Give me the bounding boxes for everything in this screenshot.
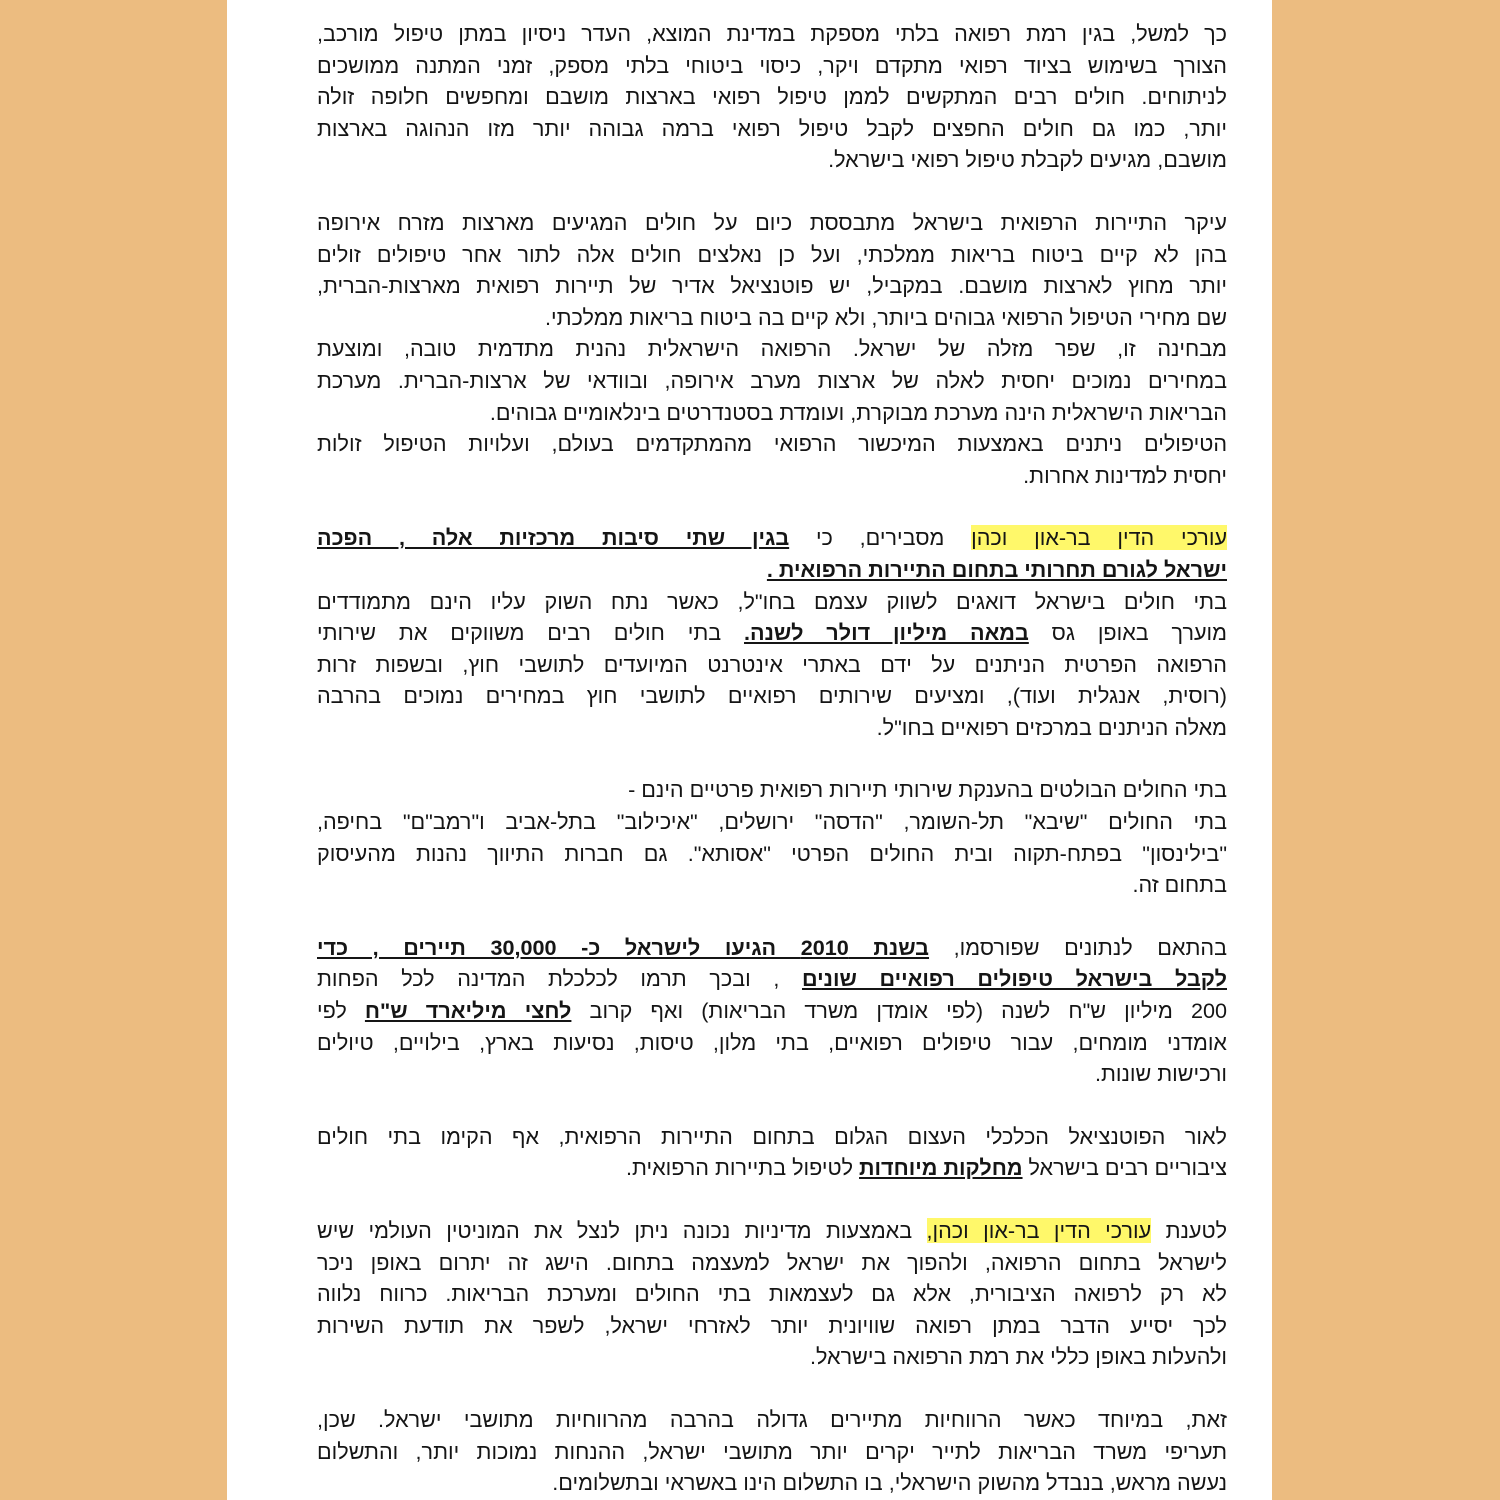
text-span: זאת, במיוחד כאשר הרווחיות מתיירים גדולה בהרבה מהרווחיות מתושבי ישראל. שכן,: [317, 1406, 1227, 1432]
text-line: [317, 963, 1227, 995]
text-span: מבחינה זו, שפר מזלה של ישראל. הרפואה הישראלית נהנית מתדמית טובה, ומוצעת: [317, 336, 1227, 362]
text-line: [317, 144, 1227, 176]
text-span: מסבירים, כי: [789, 525, 972, 551]
text-span: לטיפול בתיירות הרפואית.: [625, 1155, 860, 1181]
text-line: [317, 113, 1227, 145]
text-span: יותר מחוץ לארצות מושבם. במקביל, יש פוטנציאל אדיר של תיירות רפואית מארצות-הברית,: [317, 273, 1227, 299]
text-span: עיקר התיירות הרפואית בישראל מתבססת כיום על חולים המגיעים מארצות מזרח אירופה: [317, 209, 1227, 235]
text-span: לאור הפוטנציאל הכלכלי העצום הגלום בתחום התיירות הרפואית, אף הקימו בתי חולים: [317, 1123, 1227, 1149]
text-span: בתחום זה.: [1132, 872, 1227, 898]
text-span: בהן לא קיים ביטוח בריאות ממלכתי, ועל כן נאלצים חולים אלה לתור אחר טיפולים זולים: [317, 241, 1227, 267]
text-span: באמצעות מדיניות נכונה ניתן לנצל את המוניטין העולמי שיש: [317, 1218, 927, 1243]
text-span: לא רק לרפואה הציבורית, אלא גם לעצמאות בתי החולים ומערכת הבריאות. כרווח נלווה: [317, 1281, 1227, 1307]
text-line: [317, 1436, 1227, 1468]
text-span: מאלה הניתנים במרכזים רפואיים בחו"ל.: [876, 714, 1227, 740]
paragraph-1: [317, 18, 1227, 176]
paragraph-3: [317, 522, 1227, 743]
paragraph-gap: [317, 1090, 1227, 1121]
text-line: [317, 806, 1227, 838]
text-line: [317, 838, 1227, 870]
text-line: [317, 333, 1227, 365]
text-line: [317, 774, 1227, 806]
text-line: [317, 522, 1227, 554]
text-line: [317, 239, 1227, 271]
text-span: לפי: [317, 998, 365, 1024]
text-line: [317, 397, 1227, 429]
paragraph-7: [317, 1215, 1227, 1373]
paragraph-gap: [317, 1184, 1227, 1215]
paragraph-4: [317, 774, 1227, 900]
text-line: [317, 712, 1227, 744]
text-line: [317, 995, 1227, 1027]
paragraph-6: [317, 1121, 1227, 1184]
text-span: מושבם, מגיעים לקבלת טיפול רפואי בישראל.: [828, 147, 1227, 173]
text-span: נעשה מראש, בנבדל מהשוק הישראלי, בו התשלום הינו באשראי ובתשלומים.: [552, 1470, 1227, 1496]
text-line: [317, 365, 1227, 397]
bold-underlined-text: מחלקות מיוחדות: [859, 1155, 1023, 1181]
text-span: בהתאם לנתונים שפורסמו,: [929, 934, 1227, 960]
text-span: ציבוריים רבים בישראל: [1022, 1155, 1227, 1181]
text-span: שם מחירי הטיפול הרפואי גבוהים ביותר, ולא קיים בה ביטוח בריאות ממלכתי.: [545, 304, 1227, 330]
text-line: [317, 1278, 1227, 1310]
document-page: [227, 0, 1272, 1500]
text-line: [317, 460, 1227, 492]
paragraph-2: [317, 207, 1227, 491]
text-span: יחסית למדינות אחרות.: [1023, 462, 1227, 488]
text-line: [317, 1467, 1227, 1499]
text-span: יותר, כמו גם חולים החפצים לקבל טיפול רפואי ברמה גבוהה יותר מזו הנהוגה בארצות: [317, 115, 1227, 141]
text-span: במחירים נמוכים יחסית לאלה של ארצות מערב אירופה, ובוודאי של ארצות-הברית. מערכת: [317, 367, 1227, 393]
text-span: 200 מיליון ש"ח לשנה (לפי אומדן משרד הבריאות) ואף קרוב: [571, 998, 1227, 1024]
bold-underlined-text: לחצי מיליארד ש"ח: [364, 998, 572, 1024]
text-span: אומדני מומחים, עבור טיפולים רפואיים, בתי מלון, טיסות, נסיעות בארץ, בילויים, טיולים: [317, 1029, 1227, 1055]
text-span: ולהעלות באופן כללי את רמת הרפואה בישראל.: [810, 1344, 1227, 1370]
text-span: בתי חולים רבים משווקים את שירותי: [317, 620, 745, 646]
text-line: [317, 586, 1227, 618]
bold-underlined-text: בגין שתי סיבות מרכזיות אלה , הפכה: [317, 525, 790, 551]
text-line: [317, 1404, 1227, 1436]
text-span: "בילינסון" בפתח-תקוה ובית החולים הפרטי "אסותא". גם חברות התיווך נהנות מהעיסוק: [317, 840, 1227, 866]
text-line: [317, 649, 1227, 681]
text-span: בתי החולים "שיבא" תל-השומר, "הדסה" ירושלים, "איכילוב" בתל-אביב ו"רמב"ם" בחיפה,: [317, 809, 1227, 835]
text-line: [317, 1215, 1227, 1247]
text-span: לטענת: [1151, 1218, 1227, 1243]
text-line: [317, 1152, 1227, 1184]
bold-underlined-text: במאה מיליון דולר לשנה.: [744, 620, 1029, 646]
text-line: [317, 869, 1227, 901]
paragraph-5: [317, 932, 1227, 1090]
text-line: [317, 81, 1227, 113]
text-line: [317, 1121, 1227, 1153]
document-body: [317, 18, 1227, 1499]
highlighted-text: עורכי הדין בר-און וכהן,: [926, 1218, 1152, 1243]
text-line: [317, 1247, 1227, 1279]
text-span: כך למשל, בגין רמת רפואה בלתי מספקת במדינת המוצא, העדר ניסיון במתן טיפול מורכב,: [317, 21, 1227, 46]
text-span: הטיפולים ניתנים באמצעות המיכשור הרפואי מהמתקדמים בעולם, ועלויות הטיפול זולות: [317, 431, 1227, 457]
paragraph-gap: [317, 743, 1227, 774]
text-line: [317, 554, 1227, 586]
text-line: [317, 680, 1227, 712]
text-line: [317, 1310, 1227, 1342]
text-span: בתי החולים הבולטים בהענקת שירותי תיירות רפואית פרטיים הינם -: [628, 777, 1227, 803]
paragraph-gap: [317, 491, 1227, 522]
text-span: לישראל בתחום הרפואה, ולהפוך את ישראל למעצמה בתחום. הישג זה יתרום באופן ניכר: [317, 1249, 1227, 1275]
text-line: [317, 428, 1227, 460]
bold-underlined-text: לקבל בישראל טיפולים רפואיים שונים: [802, 966, 1227, 992]
text-span: הרפואה הפרטית הניתנים על ידם באתרי אינטרנט המיועדים לתושבי חוץ, ובשפות זרות: [317, 651, 1227, 677]
paragraph-gap: [317, 901, 1227, 932]
text-line: [317, 50, 1227, 82]
text-line: [317, 932, 1227, 964]
paragraph-gap: [317, 176, 1227, 207]
text-line: [317, 302, 1227, 334]
text-line: [317, 270, 1227, 302]
text-span: הצורך בשימוש בציוד רפואי מתקדם ויקר, כיסוי ביטוחי בלתי מספק, זמני המתנה ממושכים: [317, 52, 1227, 78]
text-span: הבריאות הישראלית הינה מערכת מבוקרת, ועומדת בסטנדרטים בינלאומיים גבוהים.: [489, 399, 1227, 425]
highlighted-text: עורכי הדין בר-און וכהן: [971, 525, 1227, 551]
text-line: [317, 18, 1227, 50]
paragraph-gap: [317, 1373, 1227, 1404]
text-line: [317, 1027, 1227, 1059]
bold-underlined-text: ישראל לגורם תחרותי בתחום התיירות הרפואית .: [766, 556, 1227, 582]
text-span: לניתוחים. חולים רבים המתקשים לממן טיפול רפואי בארצות מושבם ומחפשים חלופה זולה: [317, 84, 1227, 110]
text-line: [317, 207, 1227, 239]
text-span: לכך יסייע הדבר במתן רפואה שוויונית יותר לאזרחי ישראל, לשפר את תודעת השירות: [317, 1312, 1227, 1338]
paragraph-8: [317, 1404, 1227, 1499]
text-span: (רוסית, אנגלית ועוד), ומציעים שירותים רפואיים לתושבי חוץ במחירים נמוכים בהרבה: [317, 683, 1227, 709]
text-span: ורכישות שונות.: [1094, 1061, 1227, 1087]
text-line: [317, 1341, 1227, 1373]
bold-underlined-text: בשנת 2010 הגיעו לישראל כ- 30,000 תיירים , כדי: [317, 934, 930, 960]
text-line: [317, 617, 1227, 649]
text-span: בתי חולים בישראל דואגים לשווק עצמם בחו"ל, כאשר נתח השוק עליו הינם מתמודדים: [317, 588, 1227, 614]
text-span: מוערך באופן גס: [1028, 620, 1227, 646]
text-span: , ובכך תרמו לכלכלת המדינה לכל הפחות: [317, 966, 803, 992]
text-span: תעריפי משרד הבריאות לתייר יקרים יותר מתושבי ישראל, ההנחות נמוכות יותר, והתשלום: [317, 1438, 1227, 1464]
text-line: [317, 1058, 1227, 1090]
